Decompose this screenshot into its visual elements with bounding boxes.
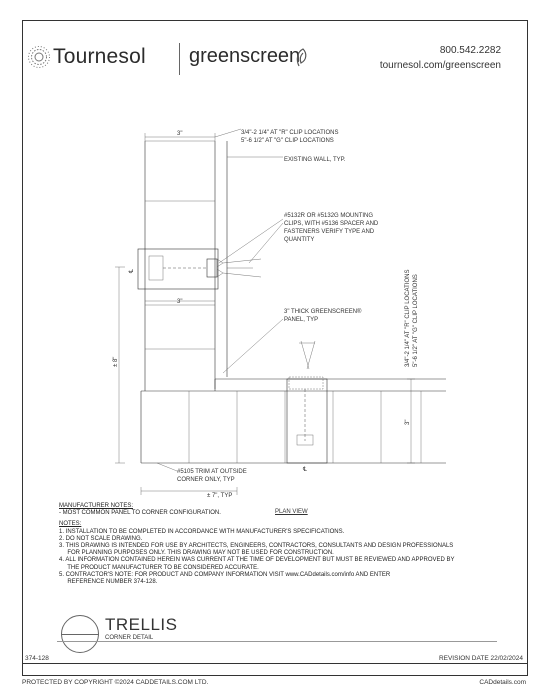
panel-line1: 3" THICK GREENSCREEN®	[284, 309, 362, 315]
note-item: REFERENCE NUMBER 374-128.	[59, 579, 158, 586]
mounting-line4: QUANTITY	[284, 237, 315, 243]
mounting-line2: CLIPS, WITH #5136 SPACER AND	[284, 221, 379, 227]
note-item: 5. CONTRACTOR'S NOTE: FOR PRODUCT AND COMPANY INFORMATION VISIT www.CADdetails.com/info AND ENTER	[59, 571, 391, 578]
revision-date: REVISION DATE 22/02/2024	[438, 655, 523, 662]
mounting-line3: FASTENERS VERIFY TYPE AND	[284, 229, 375, 235]
brand-greenscreen: greenscreen	[189, 45, 301, 67]
general-notes	[59, 521, 519, 586]
caddetails-link[interactable]: CADdetails.com	[479, 679, 526, 686]
plan-view-label: PLAN VIEW	[275, 509, 308, 515]
dim-bottom-label: ± 7", TYP	[207, 493, 233, 499]
notes-section	[59, 503, 519, 590]
dim-mid-label: 3"	[177, 299, 183, 305]
dimension-top	[145, 131, 215, 141]
website-link[interactable]: tournesol.com/greenscreen	[379, 60, 501, 71]
panel-line2: PANEL, TYP	[284, 317, 319, 323]
copyright-text: PROTECTED BY COPYRIGHT ©2024 CADDETAILS.COM LTD.	[22, 679, 209, 686]
manufacturer-notes-title: MANUFACTURER NOTES:	[59, 503, 134, 509]
drawing-subtitle: CORNER DETAIL	[105, 635, 154, 641]
brand-tournesol: Tournesol	[53, 45, 146, 68]
mounting-line1: #5132R OR #5132G MOUNTING	[284, 213, 374, 219]
drawing-title: TRELLIS	[105, 615, 178, 634]
reference-number: 374-128	[25, 655, 49, 662]
callout-leaders	[157, 129, 283, 471]
footer-divider	[23, 663, 527, 664]
drawing-sheet	[22, 20, 528, 676]
clip-note-line1: 3/4"-2 1/4" AT "R" CLIP LOCATIONS	[241, 130, 339, 136]
lower-mounting-clip	[287, 341, 327, 463]
centerline-left: ℄	[129, 269, 135, 273]
dim-left-label: ± 8"	[113, 356, 119, 367]
dimension-left	[113, 267, 135, 463]
vertical-clip-line2: 5"-6 1/2" AT "G" CLIP LOCATIONS	[413, 274, 419, 367]
note-item: 2. DO NOT SCALE DRAWING.	[59, 535, 143, 542]
detail-symbol-divider	[61, 634, 99, 635]
manufacturer-notes	[59, 503, 519, 517]
existing-wall-label: EXISTING WALL, TYP.	[284, 157, 346, 163]
centerline-bottom: ℄	[303, 467, 307, 473]
existing-wall	[145, 141, 215, 391]
dimension-right	[405, 379, 415, 463]
vertical-clip-note	[405, 270, 419, 367]
trim-line2: CORNER ONLY, TYP	[177, 477, 235, 483]
dim-top-label: 3"	[177, 131, 183, 137]
phone-number: 800.542.2282	[439, 45, 501, 56]
horizontal-panels	[141, 391, 446, 463]
mounting-clip	[138, 249, 261, 289]
title-block	[23, 613, 527, 677]
notes-title: NOTES:	[59, 521, 82, 528]
title-underline	[57, 641, 497, 642]
note-item: FOR PLANNING PURPOSES ONLY. THIS DRAWING MAY NOT BE USED FOR CONSTRUCTION.	[59, 550, 334, 557]
dim-right-label: 3"	[405, 419, 411, 425]
clip-note-line2: 5"-6 1/2" AT "G" CLIP LOCATIONS	[241, 138, 334, 144]
wall-corner	[215, 141, 446, 389]
vertical-clip-line1: 3/4"-2 1/4" AT "R" CLIP LOCATIONS	[405, 269, 411, 367]
note-item: 4. ALL INFORMATION CONTAINED HEREIN WAS CURRENT AT THE TIME OF DEVELOPMENT BUT MUST BE REVIEWED AND APPROVED BY	[59, 557, 455, 564]
note-item: 1. INSTALLATION TO BE COMPLETED IN ACCORDANCE WITH MANUFACTURER'S SPECIFICATIONS.	[59, 528, 345, 535]
dimension-mid	[145, 299, 215, 305]
note-item: 3. THIS DRAWING IS INTENDED FOR USE BY ARCHITECTS, ENGINEERS, CONTRACTORS, CONSULTANTS AND DESIGN PROFESSIONALS	[59, 543, 454, 550]
dimension-bottom	[141, 487, 237, 499]
plan-view-drawing	[23, 21, 529, 499]
note-item: THE PRODUCT MANUFACTURER TO BE CONSIDERED ACCURATE.	[59, 564, 259, 571]
trim-line1: #5105 TRIM AT OUTSIDE	[177, 469, 247, 475]
manufacturer-note-item: - MOST COMMON PANEL TO CORNER CONFIGURATION.	[59, 510, 221, 517]
